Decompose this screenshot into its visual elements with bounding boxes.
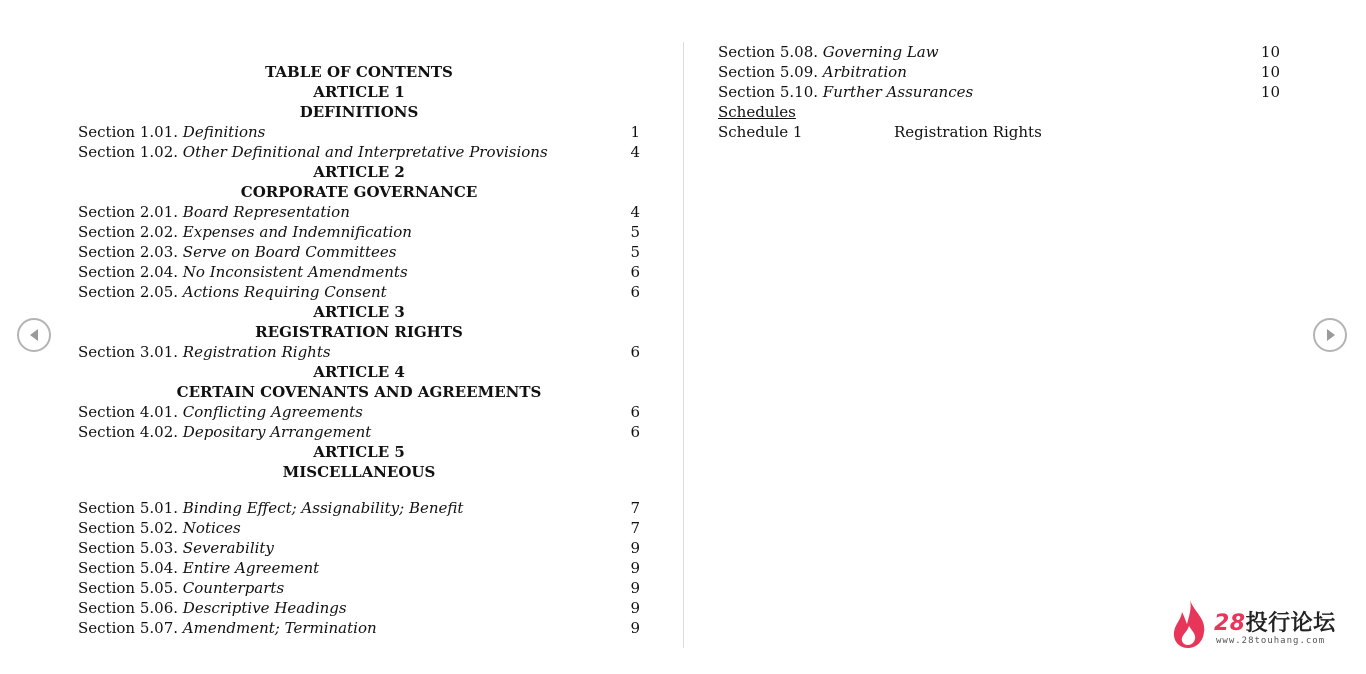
page-number: 9	[630, 619, 640, 637]
section-number: Section 2.04.	[78, 263, 179, 281]
section-title: Severability	[182, 539, 274, 557]
next-page-button[interactable]	[1313, 318, 1347, 352]
section-number: Section 5.05.	[78, 579, 179, 597]
watermark-url: www.28touhang.com	[1216, 636, 1326, 646]
section-number: Section 4.01.	[78, 403, 179, 421]
toc-entry[interactable]	[78, 618, 640, 638]
section-title: Definitions	[182, 123, 266, 141]
toc-entry[interactable]	[78, 262, 640, 282]
section-number: Section 2.03.	[78, 243, 179, 261]
section-number: Section 2.02.	[78, 223, 179, 241]
section-title: Actions Requiring Consent	[182, 283, 387, 301]
section-number: Section 5.06.	[78, 599, 179, 617]
page-number: 9	[630, 579, 640, 597]
page-number: 9	[630, 599, 640, 617]
toc-entry[interactable]	[718, 42, 1280, 62]
section-number: Section 5.09.	[718, 63, 819, 81]
page-number: 9	[630, 559, 640, 577]
chevron-left-icon	[19, 320, 49, 350]
page-number: 1	[630, 123, 640, 141]
section-number: Section 5.04.	[78, 559, 179, 577]
section-number: Section 1.02.	[78, 143, 179, 161]
toc-entry[interactable]	[78, 282, 640, 302]
page-number: 5	[630, 243, 640, 261]
section-number: Section 5.03.	[78, 539, 179, 557]
toc-entry[interactable]	[78, 558, 640, 578]
section-title: Registration Rights	[182, 343, 331, 361]
article-heading: ARTICLE 4	[313, 363, 405, 381]
section-number: Section 2.05.	[78, 283, 179, 301]
section-title: Amendment; Termination	[182, 619, 377, 637]
toc-entry[interactable]	[78, 342, 640, 362]
page-number: 4	[630, 143, 640, 161]
toc-entry[interactable]	[78, 578, 640, 598]
watermark-logo	[1170, 598, 1360, 652]
page-number: 7	[630, 519, 640, 537]
flame-icon	[1170, 598, 1210, 650]
article-heading: ARTICLE 5	[313, 443, 405, 461]
section-number: Section 1.01.	[78, 123, 179, 141]
page-divider	[683, 42, 684, 648]
toc-entry[interactable]	[78, 222, 640, 242]
section-title: Counterparts	[182, 579, 285, 597]
article-heading: ARTICLE 2	[313, 163, 405, 181]
toc-entry[interactable]	[78, 598, 640, 618]
article-name: MISCELLANEOUS	[282, 463, 436, 481]
toc-entry[interactable]	[78, 402, 640, 422]
toc-left-page	[78, 62, 640, 638]
section-title: Expenses and Indemnification	[182, 223, 412, 241]
section-title: Further Assurances	[822, 83, 974, 101]
toc-title: TABLE OF CONTENTS	[265, 63, 453, 81]
article-heading: ARTICLE 1	[313, 83, 405, 101]
schedules-heading[interactable]: Schedules	[718, 103, 796, 121]
page-number: 6	[630, 283, 640, 301]
section-number: Section 5.07.	[78, 619, 179, 637]
toc-right-page	[718, 42, 1280, 142]
section-title: Conflicting Agreements	[182, 403, 363, 421]
page-number: 6	[630, 263, 640, 281]
section-title: Binding Effect; Assignability; Benefit	[182, 499, 464, 517]
section-title: Descriptive Headings	[182, 599, 347, 617]
toc-entry[interactable]	[78, 518, 640, 538]
page-number: 6	[630, 403, 640, 421]
article-name: DEFINITIONS	[299, 103, 419, 121]
section-number: Section 5.10.	[718, 83, 819, 101]
page-number: 10	[1260, 83, 1280, 101]
section-number: Section 4.02.	[78, 423, 179, 441]
toc-entry[interactable]	[78, 242, 640, 262]
toc-entry[interactable]	[78, 202, 640, 222]
page-number: 4	[630, 203, 640, 221]
page-number: 6	[630, 343, 640, 361]
page-number: 7	[630, 499, 640, 517]
toc-entry[interactable]	[718, 82, 1280, 102]
article-name: CERTAIN COVENANTS AND AGREEMENTS	[176, 383, 542, 401]
section-title: Arbitration	[822, 63, 907, 81]
schedule-label: Schedule 1	[718, 123, 803, 141]
chevron-right-icon	[1315, 320, 1345, 350]
schedule-entry[interactable]	[718, 122, 1280, 142]
section-title: Serve on Board Committees	[182, 243, 397, 261]
article-name: REGISTRATION RIGHTS	[255, 323, 463, 341]
toc-entry[interactable]	[78, 122, 640, 142]
watermark-brand: 28投行论坛	[1214, 611, 1336, 636]
spacer	[78, 482, 640, 498]
schedule-title: Registration Rights	[894, 123, 1042, 141]
toc-entry[interactable]	[78, 498, 640, 518]
article-name: CORPORATE GOVERNANCE	[240, 183, 478, 201]
previous-page-button[interactable]	[17, 318, 51, 352]
page-number: 10	[1260, 63, 1280, 81]
section-title: Depositary Arrangement	[182, 423, 372, 441]
toc-entry[interactable]	[78, 538, 640, 558]
page-number: 5	[630, 223, 640, 241]
toc-entry[interactable]	[718, 62, 1280, 82]
toc-entry[interactable]	[78, 142, 640, 162]
section-number: Section 5.02.	[78, 519, 179, 537]
section-number: Section 2.01.	[78, 203, 179, 221]
section-number: Section 5.01.	[78, 499, 179, 517]
section-title: No Inconsistent Amendments	[182, 263, 408, 281]
section-number: Section 3.01.	[78, 343, 179, 361]
section-title: Entire Agreement	[182, 559, 320, 577]
section-title: Other Definitional and Interpretative Provisions	[182, 143, 548, 161]
toc-entry[interactable]	[78, 422, 640, 442]
section-title: Governing Law	[822, 43, 939, 61]
section-number: Section 5.08.	[718, 43, 819, 61]
section-title: Notices	[182, 519, 241, 537]
section-title: Board Representation	[182, 203, 350, 221]
page-number: 10	[1260, 43, 1280, 61]
page-number: 6	[630, 423, 640, 441]
page-number: 9	[630, 539, 640, 557]
article-heading: ARTICLE 3	[313, 303, 405, 321]
